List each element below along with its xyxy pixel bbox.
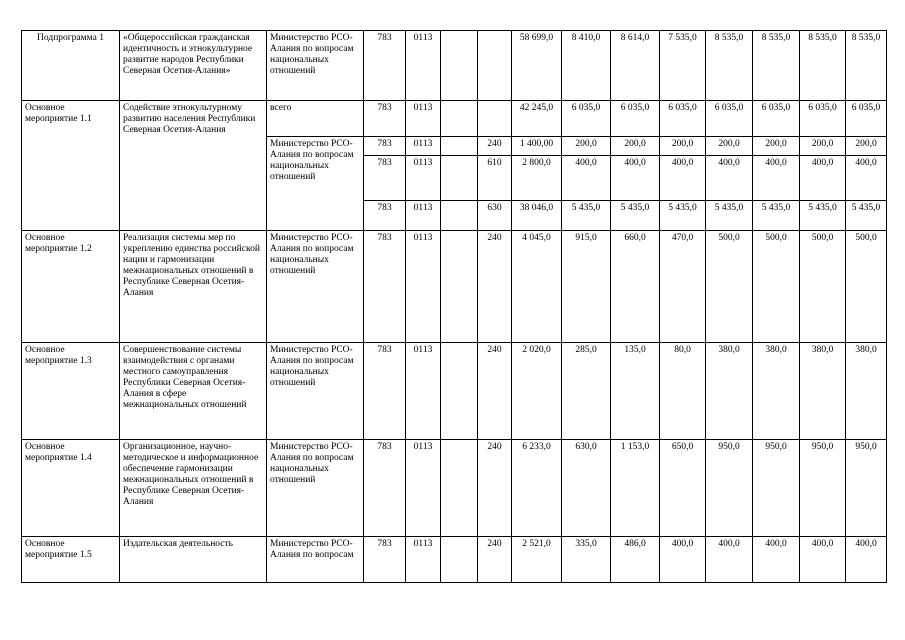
row-executor: Министерство РСО-Алания по вопросам [267, 537, 364, 583]
rzpr-cell: 0113 [406, 537, 441, 583]
value-year-5: 200,0 [753, 137, 800, 156]
row-name: Основное мероприятие 1.3 [22, 343, 120, 440]
grbs-cell: 783 [364, 156, 406, 201]
value-year-2: 135,0 [611, 343, 660, 440]
value-year-1: 8 410,0 [562, 31, 611, 101]
value-year-7: 400,0 [846, 537, 887, 583]
grbs-cell: 783 [364, 440, 406, 537]
value-year-3: 470,0 [660, 231, 706, 343]
value-year-1: 5 435,0 [562, 201, 611, 231]
vr-cell: 240 [478, 137, 512, 156]
table-row-activity-1-1-total [22, 101, 887, 137]
vr-cell: 630 [478, 201, 512, 231]
value-year-2: 8 614,0 [611, 31, 660, 101]
value-total: 42 245,0 [512, 101, 562, 137]
row-executor: Министерство РСО-Алания по вопросам национальных отношений [267, 440, 364, 537]
value-total: 58 699,0 [512, 31, 562, 101]
vr-cell [478, 31, 512, 101]
row-name: Основное мероприятие 1.4 [22, 440, 120, 537]
value-total: 2 020,0 [512, 343, 562, 440]
value-year-5: 5 435,0 [753, 201, 800, 231]
value-year-3: 5 435,0 [660, 201, 706, 231]
vr-cell: 240 [478, 440, 512, 537]
csr-cell [441, 137, 478, 156]
value-year-6: 6 035,0 [800, 101, 846, 137]
row-title: Содействие этнокультурному развитию населения Республики Северная Осетия-Алания [120, 101, 267, 231]
value-year-2: 486,0 [611, 537, 660, 583]
value-total: 1 400,00 [512, 137, 562, 156]
value-year-4: 950,0 [706, 440, 753, 537]
csr-cell [441, 231, 478, 343]
vr-cell: 240 [478, 343, 512, 440]
value-year-6: 950,0 [800, 440, 846, 537]
value-year-4: 400,0 [706, 537, 753, 583]
row-title: Совершенствование системы взаимодействия с органами местного самоуправления Республики Северная Осетия-Алания в сфере межнациональных отношений [120, 343, 267, 440]
grbs-cell: 783 [364, 201, 406, 231]
row-title: Издательская деятельность [120, 537, 267, 583]
value-year-4: 8 535,0 [706, 31, 753, 101]
table-row-activity-1-3 [22, 343, 887, 440]
value-year-6: 500,0 [800, 231, 846, 343]
value-year-7: 950,0 [846, 440, 887, 537]
value-year-1: 400,0 [562, 156, 611, 201]
table-row-activity-1-2 [22, 231, 887, 343]
value-year-6: 5 435,0 [800, 201, 846, 231]
table-row-activity-1-5 [22, 537, 887, 583]
value-total: 6 233,0 [512, 440, 562, 537]
value-year-5: 8 535,0 [753, 31, 800, 101]
row-title: Реализация системы мер по укреплению единства российской нации и гармонизации межнациональных отношений в Республике Северная Осетия-Алания [120, 231, 267, 343]
row-title: Организационное, научно-методическое и информационное обеспечение гармонизации межнациональных отношений в Республике Северная Осетия-Алания [120, 440, 267, 537]
value-year-3: 400,0 [660, 156, 706, 201]
value-year-5: 950,0 [753, 440, 800, 537]
value-year-6: 400,0 [800, 156, 846, 201]
value-year-4: 400,0 [706, 156, 753, 201]
value-year-3: 200,0 [660, 137, 706, 156]
value-year-5: 6 035,0 [753, 101, 800, 137]
table-row-activity-1-4 [22, 440, 887, 537]
vr-cell [478, 101, 512, 137]
value-total: 4 045,0 [512, 231, 562, 343]
value-year-2: 1 153,0 [611, 440, 660, 537]
rzpr-cell: 0113 [406, 343, 441, 440]
csr-cell [441, 537, 478, 583]
value-total: 2 800,0 [512, 156, 562, 201]
row-executor: Министерство РСО-Алания по вопросам национальных отношений [267, 343, 364, 440]
vr-cell: 240 [478, 231, 512, 343]
row-executor: Министерство РСО-Алания по вопросам национальных отношений [267, 31, 364, 101]
value-total: 2 521,0 [512, 537, 562, 583]
value-year-4: 5 435,0 [706, 201, 753, 231]
rzpr-cell: 0113 [406, 137, 441, 156]
table-row-subprogram-1 [22, 31, 887, 101]
value-year-6: 400,0 [800, 537, 846, 583]
rzpr-cell: 0113 [406, 201, 441, 231]
vr-cell: 240 [478, 537, 512, 583]
grbs-cell: 783 [364, 137, 406, 156]
value-year-7: 380,0 [846, 343, 887, 440]
csr-cell [441, 156, 478, 201]
value-year-7: 500,0 [846, 231, 887, 343]
value-year-3: 650,0 [660, 440, 706, 537]
value-year-3: 400,0 [660, 537, 706, 583]
value-year-6: 8 535,0 [800, 31, 846, 101]
value-year-5: 400,0 [753, 156, 800, 201]
value-year-6: 200,0 [800, 137, 846, 156]
rzpr-cell: 0113 [406, 31, 441, 101]
csr-cell [441, 201, 478, 231]
value-year-4: 380,0 [706, 343, 753, 440]
grbs-cell: 783 [364, 343, 406, 440]
value-year-2: 200,0 [611, 137, 660, 156]
value-year-5: 400,0 [753, 537, 800, 583]
value-year-1: 915,0 [562, 231, 611, 343]
value-year-3: 6 035,0 [660, 101, 706, 137]
csr-cell [441, 343, 478, 440]
value-year-1: 335,0 [562, 537, 611, 583]
value-year-1: 200,0 [562, 137, 611, 156]
grbs-cell: 783 [364, 101, 406, 137]
value-year-1: 285,0 [562, 343, 611, 440]
row-executor: Министерство РСО-Алания по вопросам национальных отношений [267, 137, 364, 231]
value-year-7: 5 435,0 [846, 201, 887, 231]
rzpr-cell: 0113 [406, 156, 441, 201]
value-year-7: 6 035,0 [846, 101, 887, 137]
value-year-5: 500,0 [753, 231, 800, 343]
grbs-cell: 783 [364, 537, 406, 583]
rzpr-cell: 0113 [406, 101, 441, 137]
value-year-6: 380,0 [800, 343, 846, 440]
row-executor: Министерство РСО-Алания по вопросам национальных отношений [267, 231, 364, 343]
value-year-4: 6 035,0 [706, 101, 753, 137]
value-year-2: 6 035,0 [611, 101, 660, 137]
value-total: 38 046,0 [512, 201, 562, 231]
value-year-3: 80,0 [660, 343, 706, 440]
value-year-5: 380,0 [753, 343, 800, 440]
row-name: Основное мероприятие 1.1 [22, 101, 120, 231]
csr-cell [441, 31, 478, 101]
value-year-2: 400,0 [611, 156, 660, 201]
value-year-2: 5 435,0 [611, 201, 660, 231]
value-year-4: 200,0 [706, 137, 753, 156]
value-year-7: 8 535,0 [846, 31, 887, 101]
rzpr-cell: 0113 [406, 231, 441, 343]
value-year-7: 400,0 [846, 156, 887, 201]
budget-table [21, 30, 887, 583]
csr-cell [441, 101, 478, 137]
value-year-1: 6 035,0 [562, 101, 611, 137]
csr-cell [441, 440, 478, 537]
value-year-4: 500,0 [706, 231, 753, 343]
row-name: Основное мероприятие 1.5 [22, 537, 120, 583]
rzpr-cell: 0113 [406, 440, 441, 537]
grbs-cell: 783 [364, 31, 406, 101]
value-year-2: 660,0 [611, 231, 660, 343]
vr-cell: 610 [478, 156, 512, 201]
grbs-cell: 783 [364, 231, 406, 343]
row-executor-total: всего [267, 101, 364, 137]
value-year-7: 200,0 [846, 137, 887, 156]
row-name: Основное мероприятие 1.2 [22, 231, 120, 343]
value-year-1: 630,0 [562, 440, 611, 537]
row-title: «Общероссийская гражданская идентичность и этнокультурное развитие народов Республики Северная Осетия-Алания» [120, 31, 267, 101]
value-year-3: 7 535,0 [660, 31, 706, 101]
row-name: Подпрограмма 1 [22, 31, 120, 101]
